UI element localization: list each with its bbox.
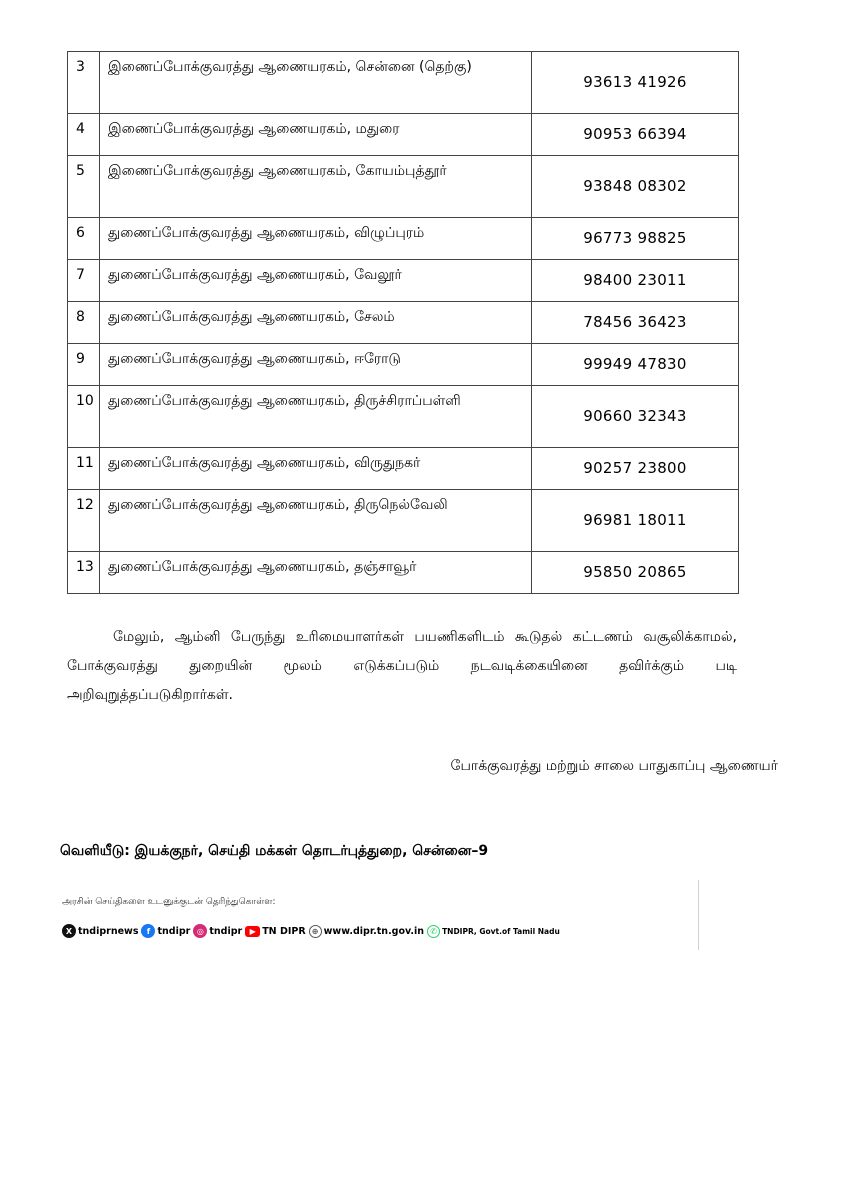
whatsapp-icon: ✆ — [427, 925, 440, 938]
banner-heading: அரசின் செய்திகளை உடனுக்குடன் தெரிந்துகொள்ள: — [62, 897, 276, 907]
phone-number: 90257 23800 — [532, 448, 739, 490]
table-row — [68, 386, 739, 448]
row-number: 9 — [68, 344, 100, 386]
table-row — [68, 260, 739, 302]
row-number: 12 — [68, 490, 100, 552]
table-row — [68, 218, 739, 260]
facebook-icon: f — [141, 924, 155, 938]
table-row — [68, 302, 739, 344]
phone-number: 90953 66394 — [532, 114, 739, 156]
facebook-handle: tndipr — [157, 925, 191, 937]
row-number: 4 — [68, 114, 100, 156]
row-number: 5 — [68, 156, 100, 218]
instagram-icon: ◎ — [193, 924, 207, 938]
phone-number: 78456 36423 — [532, 302, 739, 344]
office-name: துணைப்போக்குவரத்து ஆணையரகம், சேலம் — [100, 302, 532, 344]
office-name: துணைப்போக்குவரத்து ஆணையரகம், ஈரோடு — [100, 344, 532, 386]
office-name: துணைப்போக்குவரத்து ஆணையரகம், வேலூர் — [100, 260, 532, 302]
row-number: 11 — [68, 448, 100, 490]
phone-number: 90660 32343 — [532, 386, 739, 448]
website-link[interactable] — [309, 925, 424, 938]
phone-number: 95850 20865 — [532, 552, 739, 594]
release-line: வெளியீடு: இயக்குநர், செய்தி மக்கள் தொடர்புத்துறை, சென்னை–9 — [60, 843, 489, 859]
x-link[interactable] — [62, 924, 138, 938]
x-icon: X — [62, 924, 76, 938]
office-name: இணைப்போக்குவரத்து ஆணையரகம், சென்னை (தெற்கு) — [100, 52, 532, 114]
social-links-row — [62, 924, 560, 938]
row-number: 7 — [68, 260, 100, 302]
phone-number: 99949 47830 — [532, 344, 739, 386]
website-url: www.dipr.tn.gov.in — [323, 925, 425, 937]
office-name: துணைப்போக்குவரத்து ஆணையரகம், திருச்சிராப்பள்ளி — [100, 386, 532, 448]
phone-number: 98400 23011 — [532, 260, 739, 302]
globe-icon: ⊕ — [309, 925, 322, 938]
table-body — [68, 52, 739, 594]
phone-number: 93613 41926 — [532, 52, 739, 114]
contacts-table — [67, 51, 739, 594]
office-name: துணைப்போக்குவரத்து ஆணையரகம், தஞ்சாவூர் — [100, 552, 532, 594]
table-row — [68, 552, 739, 594]
table-row — [68, 52, 739, 114]
office-name: துணைப்போக்குவரத்து ஆணையரகம், விருதுநகர் — [100, 448, 532, 490]
youtube-icon: ▶ — [245, 926, 260, 937]
notice-paragraph: மேலும், ஆம்னி பேருந்து உரிமையாளர்கள் பயணிகளிடம் கூடுதல் கட்டணம் வசூலிக்காமல், போக்குவரத்து துறையின் மூலம் எடுக்கப்படும் நடவடிக்கையினை தவிர்க்கும் படி அறிவுறுத்தப்படுகிறார்கள். — [67, 629, 737, 703]
office-name: இணைப்போக்குவரத்து ஆணையரகம், கோயம்புத்தூர் — [100, 156, 532, 218]
youtube-handle: TN DIPR — [262, 925, 306, 937]
row-number: 10 — [68, 386, 100, 448]
office-name: துணைப்போக்குவரத்து ஆணையரகம், திருநெல்வேலி — [100, 490, 532, 552]
signature: போக்குவரத்து மற்றும் சாலை பாதுகாப்பு ஆணையர் — [450, 758, 778, 774]
phone-number: 96981 18011 — [532, 490, 739, 552]
facebook-link[interactable] — [141, 924, 190, 938]
instagram-handle: tndipr — [209, 925, 243, 937]
table-row — [68, 448, 739, 490]
phone-number: 93848 08302 — [532, 156, 739, 218]
table-row — [68, 344, 739, 386]
youtube-link[interactable] — [245, 926, 305, 937]
row-number: 8 — [68, 302, 100, 344]
row-number: 3 — [68, 52, 100, 114]
table-row — [68, 114, 739, 156]
table-row — [68, 156, 739, 218]
instagram-link[interactable] — [193, 924, 242, 938]
row-number: 13 — [68, 552, 100, 594]
x-handle: tndiprnews — [78, 925, 139, 937]
phone-number: 96773 98825 — [532, 218, 739, 260]
office-name: இணைப்போக்குவரத்து ஆணையரகம், மதுரை — [100, 114, 532, 156]
whatsapp-handle: TNDIPR, Govt.of Tamil Nadu — [442, 926, 560, 936]
office-name: துணைப்போக்குவரத்து ஆணையரகம், விழுப்புரம் — [100, 218, 532, 260]
social-banner — [58, 880, 699, 950]
row-number: 6 — [68, 218, 100, 260]
table-row — [68, 490, 739, 552]
whatsapp-link[interactable] — [427, 925, 560, 938]
